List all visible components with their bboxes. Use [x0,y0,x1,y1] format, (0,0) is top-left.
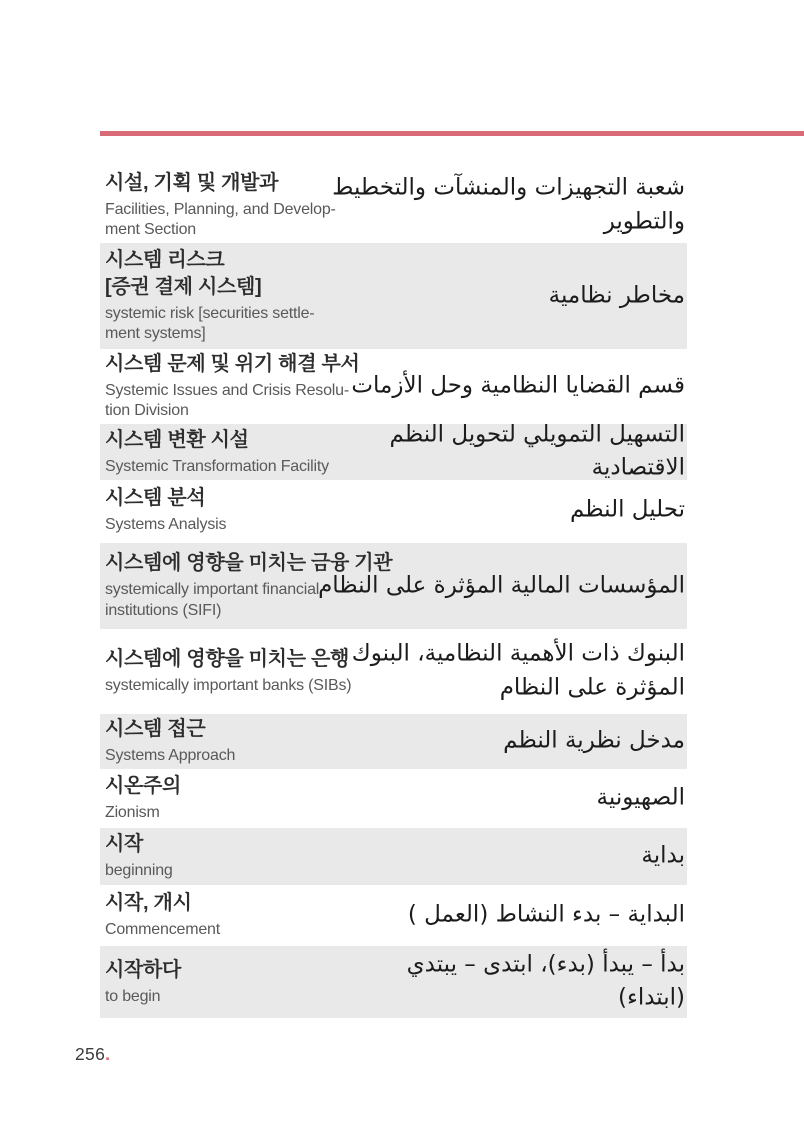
korean-term: 시스템 리스크 [증권 결제 시스템] [105,248,262,298]
korean-term: 시작, 개시 [105,892,192,915]
english-term: systemically important banks (SIBs) [105,677,352,695]
korean-term: 시스템 접근 [105,718,206,741]
glossary-row [100,421,687,481]
arabic-term: تحليل النظم [569,496,685,523]
arabic-term: قسم القضايا النظامية وحل الأزمات [351,372,685,399]
arabic-term: البداية – بدء النشاط (العمل ) [407,901,685,928]
arabic-term: شعبة التجهيزات والمنشآت والتخطيط والتطوير [332,175,685,235]
glossary-table [100,168,687,1018]
term-cell [100,480,445,540]
glossary-row [100,828,687,885]
glossary-row [100,168,687,243]
korean-term: 시스템에 영향을 미치는 은행 [105,648,350,671]
korean-term: 시스템에 영향을 미치는 금융 기관 [105,552,393,575]
term-cell [100,243,445,349]
glossary-row [100,885,687,946]
korean-term: 시스템 문제 및 위기 해결 부서 [105,352,360,375]
korean-term: 시작하다 [105,958,182,981]
english-term: Systemic Transformation Facility [105,457,329,475]
term-cell [100,714,445,769]
arabic-term: التسهيل التمويلي لتحويل النظم الاقتصادية [389,421,685,481]
glossary-row [100,946,687,1018]
term-cell [100,885,445,946]
term-cell [100,769,445,828]
english-term: beginning [105,862,173,880]
korean-term: 시설, 기획 및 개발과 [105,172,279,194]
glossary-row [100,349,687,424]
glossary-row [100,714,687,769]
glossary-row [100,480,687,540]
arabic-term: مخاطر نظامية [548,282,685,309]
english-term: to begin [105,987,161,1005]
page-number-dot: . [105,1044,111,1064]
top-divider-rule [100,131,804,136]
glossary-row [100,543,687,629]
korean-term: 시스템 분석 [105,486,206,509]
glossary-row [100,769,687,828]
arabic-term: مدخل نظرية النظم [503,727,685,754]
arabic-term: بدأ – يبدأ (بدء)، ابتدى – يبتدي (ابتداء) [406,951,685,1011]
page-number-value: 256 [75,1044,106,1064]
english-term: Facilities, Planning, and Develop- ment Section [105,201,336,239]
english-term: Systems Approach [105,747,236,765]
english-term: Systemic Issues and Crisis Resolu- tion Division [105,381,349,420]
term-cell [100,828,445,885]
english-term: systemically important financial institutions (SIFI) [105,581,320,619]
glossary-row [100,243,687,349]
korean-term: 시작 [105,833,144,856]
arabic-term: بداية [641,842,685,869]
english-term: Systems Analysis [105,515,227,533]
english-term: Commencement [105,921,220,939]
page-number [75,1044,110,1065]
korean-term: 시온주의 [105,775,182,798]
korean-term: 시스템 변환 시설 [105,428,249,451]
arabic-term: الصهيونية [596,784,685,811]
term-cell [100,946,445,1018]
arabic-term: البنوك ذات الأهمية النظامية، البنوك المؤثرة على النظام [351,641,685,701]
arabic-term: المؤسسات المالية المؤثرة على النظام [318,572,685,599]
english-term: Zionism [105,804,160,822]
glossary-row [100,629,687,714]
english-term: systemic risk [securities settle- ment systems] [105,304,315,343]
